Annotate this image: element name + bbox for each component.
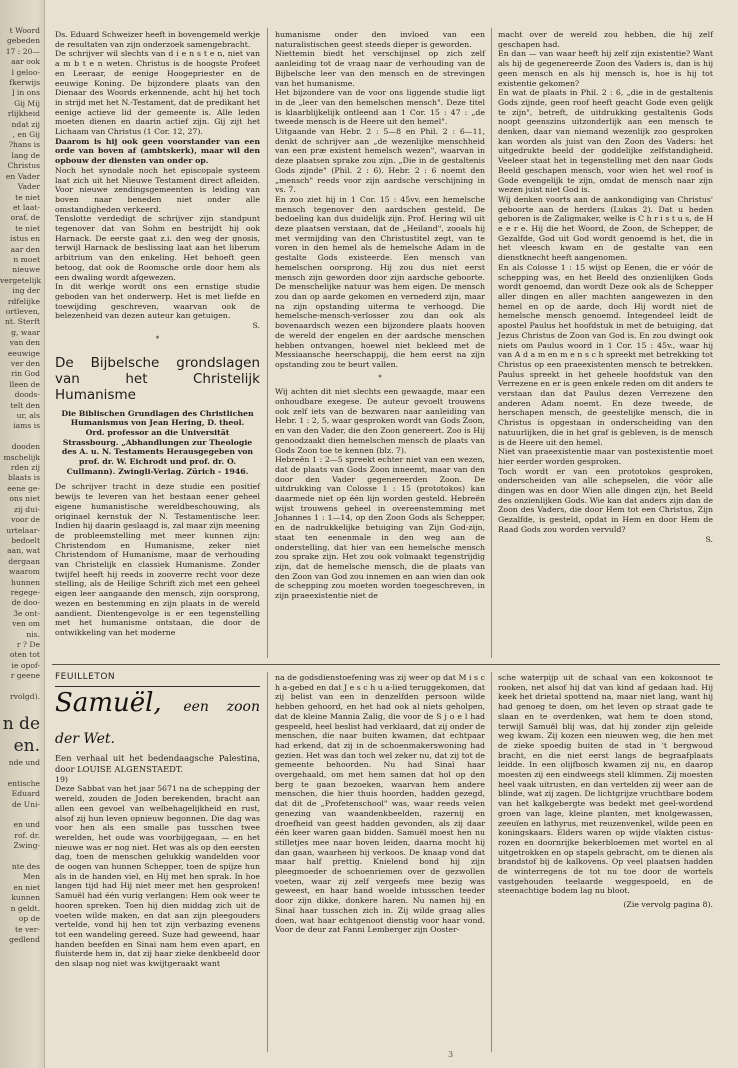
separator-star: * (155, 334, 160, 343)
cut-line: Christus (7, 161, 40, 171)
paragraph: Toch wordt er van een prototokos gesproken, onderscheiden van alle schepselen, die vóór alle dingen was en door Wien alle dingen zijn, het Beeld des onzienlijken Gods. Wie kan dat anders zijn dan de Zoon des Vaders, die door Hem tot een Christus, Zijn Gezalfde, is gesteld, opdat in Hem en door Hem de Raad Gods zou worden vervuld? (498, 466, 713, 534)
cut-line: l geloo- (11, 67, 40, 77)
cut-line (0, 432, 40, 442)
cut-line: Gij Mij (14, 98, 40, 108)
paragraph: Uitgaande van Hebr. 2 : 5—8 en Phil. 2 : 6—11, denkt de schrijver aan „de wezenlijke menschheid van een præ existent hemelsch wezen", waarvan in deze plaatsen sprake zou zijn. „Die in de gestaltenis Gods zijnde" (Phil. 2 : 6). Hebr. 2 : 6 noemt den „mensch" reeds voor zijn aardsche verschijning in vs. 7. (275, 127, 485, 195)
cut-line: t Woord (9, 26, 40, 35)
cut-line: ons niet (9, 494, 40, 504)
cut-line: ver den (10, 359, 40, 368)
cut-line: nde und (8, 758, 40, 767)
cut-line: van den (9, 338, 40, 348)
novel-title-main: Samuël, (55, 687, 162, 718)
paragraph: Wij denken voorts aan de aankondiging van Christus' geboorte aan de herders (Lukas 2). Dat u heden geboren is de Zaligmaker, welke is C h r i s t u s, de H e e r e. Hij die het Woord, de Zoon, de Schepper, de Gezalfde, God uit God wordt genoemd is het, die in het vleesch kwam en de gestalte van een dienstknecht heeft aangenomen. (498, 194, 713, 263)
paragraph: De schrijver tracht in deze studie een positief bewijs te leveren van het bestaan eener geheel eigene humanistische wereldbeschouwing, als originael kernstuk der N. Testamentische leer. Indien hij daarin geslaagd is, zal maar zijn meening de probleemstelling met meer kunnen zijn: Christendom en Humanisme, zeker niet Christendom of Humanisme, maar de verhouding van Christelijk en classiek Humanisme. Zonder twijfel heeft hij reeds in zooverre recht voor deze stelling, als de Heilige Schrift zich met een geheel eigen leer aangaande den mensch, zijn oorsprong, wezen en bestemming en zijn plaats in de wereld aandient. Dientengevolge is er een tegenstelling met het humanisme ontstaan, die door de ontwikkeling van het moderne (55, 482, 260, 637)
cut-heading-2: en. (13, 736, 40, 756)
cut-line (0, 852, 40, 862)
cut-line: rdfelijke (7, 296, 40, 306)
cut-line: op de (18, 914, 40, 924)
separator-star: * (378, 373, 382, 382)
cut-line: istus en (10, 234, 40, 244)
cut-line: de Uni- (11, 799, 40, 809)
feuilleton-label: FEUILLETON (55, 672, 116, 682)
cut-line: lang de (11, 150, 40, 160)
left-cut-column (0, 26, 40, 702)
cut-line (0, 768, 40, 778)
cut-line: waarom (9, 567, 40, 577)
cut-line: ] in ons (11, 88, 40, 98)
section-title: De Bijbelsche grondslagen van het Christelijk Humanisme (55, 354, 260, 403)
cut-line: aar ook (11, 57, 40, 67)
cut-line: rin God (11, 369, 40, 379)
paragraph: Tenslotte verdedigt de schrijver zijn standpunt tegenover dat van Sohm en bestrijdt hij ook Harnack. De eerste gaat z.i. den weg der gnosis, terwijl Harnack de beslissing laat aan het liberum arbitrium van den enkeling. Het behoeft geen betoog, dat ook de Roomsche orde door hem als een dwaling wordt afgewezen. (55, 214, 260, 282)
feuilleton-divider (52, 664, 720, 665)
cut-line: rof. dr. (14, 830, 40, 840)
cut-line: Eduard (11, 789, 40, 799)
cut-line: n moet (13, 254, 40, 264)
cut-line: te ver- (15, 924, 40, 934)
paragraph: En als Colosse 1 : 15 wijst op Eenen, die er vóór de schepping was, en het Beeld des onzienlijken Gods wordt genoemd, dan wordt Deze ook als de Schepper aller dingen en aller machten aangewezen in den hemel en op de aarde, doch Hij wordt niet de hemelsche mensch genoemd. Integendeel leidt de apostel Paulus het hoofdstuk in met de betuiging, dat Jezus Christus de Zoon van God is. En zou dwingt ook niets om Paulus woord in 1 Cor. 15 : 45v., waar hij van A d a m en m e n s c h spreekt met betrekking tot Christus op een praeexistenten mensch te betrekken. Paulus spreekt in het geheele hoofdstuk van den Verrezene en er is geen enkele reden om dit anders te verstaan dan dat Paulus dezen Verrezene den anderen Adam noemt. En deze tweede, de herschapen mensch, de geestelijke mensch, die in Christus is opgestaan in onderscheiding van den natuurlijken, die in het graf is gebleven, is de mensch is de Heere uit den hemel. (498, 262, 713, 447)
column-2 (275, 30, 485, 601)
cut-line: en Vader (5, 171, 40, 181)
cut-line: ?hans is (8, 140, 40, 150)
cut-line: nte des (11, 862, 40, 872)
paragraph: En zoo ziet hij in 1 Cor. 15 : 45vv. een hemelsche mensch tegenover den aardschen gesteld. De bedoeling kan dus duidelijk zijn. Prof. Hering wil uit deze plaatsen verstaan, dat de „Heiland", zooals hij met vermijding van den Christustitel zegt, van te voren in den hemel als de hemelsche Adam in de gestalte Gods existeerde. Een mensch van hemelschen oorsprong. Hij zou dus niet eerst mensch zijn geworden door zijn aardsche geboorte. De menschelijke natuur was hem eigen. De mensch zou dan op aarde gekomen en vernederd zijn, maar na zijn opstanding uiterma te verhoogd. Die hemelsche-mensch-verlosser zou dan ook als bovenaardsch wezen een bijzondere plaats hooven de wereld der engelen en der aardsche menschen hebben ontvangen, hoewel niet bekleed met de Messiaansche heerschappij, die hem eerst na zijn opstanding zou te beurt vallen. (275, 194, 485, 369)
cut-line: fkerwijs (9, 78, 40, 88)
cut-line: eene ge- (7, 483, 40, 493)
paragraph: Ds. Eduard Schweizer heeft in bovengemeld werkje de resultaten van zijn onderzoek samengebracht. (55, 30, 261, 49)
chapter-number: 19) (55, 774, 68, 784)
paragraph: Het bijzondere van de voor ons liggende studie ligt in de „leer van den hemelschen mensch". Deze titel is klaarblijkelijk ontleend aan 1 Cor. 15 : 47 : „de tweede mensch is de Heere uit den hemel". (275, 88, 485, 127)
cut-line: blaats is (7, 473, 40, 483)
cut-line: Vader (17, 182, 40, 192)
column-rule (491, 28, 492, 658)
cut-line: en niet (13, 882, 40, 892)
cut-line: ortleven, (5, 306, 40, 316)
cut-line: iams is (13, 421, 40, 431)
cut-line: et laat- (12, 202, 40, 212)
cut-line: , en Gij (12, 130, 40, 140)
paragraph: Hebreën 1 : 2—5 spreekt echter niet van een wezen, dat de plaats van Gods Zoon inneemt, maar van den door den Vader gegenereerden Zoon. De uitdrukking van Colosse 1 : 15 (prototokos) kan daarmede niet op één lijn worden gesteld. Hebreën wijst trouwens geheel in overeenstemming met Johannes 1 : 1—14, op den Zoon Gods als Schepper, en de nadrukkelijke betuiging van Zijn God-zijn, staat ten eenenmale in den weg aan de onderstelling, dat hier van een hemelsche mensch zou sprake zijn. Het zou ook volmaakt tegenstrijdig zijn, dat de hemelsche mensch, die de plaats van den Zoon van God zou innemen en aan wien dan ook de schepping zou moeten worden toegeschreven, in zijn praeexistentie niet de (275, 455, 485, 601)
paragraph: Deze Sabbat van het jaar 5671 na de schepping der wereld, zouden de Joden berekenden, bracht aan allen een gevoel van welbehagelijkheid en rust, alsof zij hun leven opnieuw begonnen. Die dag was voor hen als een smalle pas tusschen twee werelden, het oude was voorbijgegaan, — en het nieuwe was er nog niet. Het was als op den eersten dag, toen de menschen gelukkig wandelden voor de oogen van hunnen Schepper, toen de spijze hun als in de handen viel, en Hij met hen sprak. In hoe langen tijd had Hij niet meer met hen gesproken! Samuël had één vurig verlangen: Hem ook weer te hooren spreken. Toen hij dien middag zich uit de voeten wilde maken, en dat aan zijn pleegouders vertelde, vond hij hen tot zijn verbazing evenens tot een wandeling gereed. Suze had geweend, haar handen beefden en Sinai nam hem even apart, en fluisterde hem in, dat zij haar zieke denkbeeld door den slaap nog niet was kwijtgeraakt want (55, 784, 260, 969)
cut-line: zij dui- (14, 504, 40, 514)
cut-line: urtelaar- (6, 525, 40, 535)
paragraph: En dan — van waar heeft hij zelf zijn existentie? Want als hij de gegenereerde Zoon des Vaders is, dan is hij geen mensch en als hij mensch is, hoe is hij tot existentie gekomen? (498, 49, 713, 88)
paragraph: De schrijver wil slechts van d i e n s t e n, niet van a m b t e n weten. Christus is de hoogste Profeet en Leeraar, de eenige Hoogepriester en de eeuwige Koning. De bijzondere plaats van den Dienaar des Woords erkennende, acht hij het toch in strijd met het N.-Testament, dat de predikant het eenige actieve lid der gemeente is. Alle leden moeten dienen en daarin actief zijn. Gij zijt het Lichaam van Christus (1 Cor. 12, 27). (55, 49, 260, 137)
cut-line: regege- (10, 587, 40, 597)
feuilleton-column-3 (498, 673, 713, 910)
cut-line: te niet (15, 192, 40, 202)
continued-note: (Zie vervolg pagina 8). (623, 900, 713, 910)
paragraph: na de godsdienstoefening was zij weer op dat M i s c h a-gebed en dat J e s c h u a-lied teruggekomen, dat zij belist van een in denzelfden persoon wilde hebben gehoord, en het had ook al niets geholpen, dat de kleine Mannia Zalig, die voor de S j o e l had gespeeld, heel beslist had verklaard, dat zij onder de menschen, die naar buiten kwamen, dat echtpaar had erkend, dat zij in de schoenmakerswoning had gezien. Het was dan toch wel zeker nu, dat zij tot de gemeente behoorden. Nu had Sinaï haar overgehaald, om met hem samen dat hol op den berg te gaan bezoeken, waarvan hem andere menschen, die hier thuis hoorden, hadden gezegd, dat dit de „Profetenschool" was, waar reeds velen genezing van waandenkbeelden, razernij en droefheid van geest hadden gevonden, als zij daar één keer waren gaan bidden. Samuël moest hen nu stilletjes mee naar boven leiden, daarna mocht hij dan gaan, waarheen hij verkoos. De knaap vond dat maar half prettig. Knielend bond hij zijn pleegmoeder de schoenriemen over de gezwollen voeten, waar zij zelf vergeefs mee bezig was geweest, en haar hand woelde intusschen teeder door zijn dikke, donkere haren. Nu namen hij en Sinaï haar tusschen zich in. Zij wilde graag alles doen, wat haar echtgenoot dienstig voor haar vond. Voor de deur zat Fanni Lemberger zijn Ooster- (275, 673, 485, 935)
cut-line: oraf, de (10, 213, 40, 223)
cut-line: bedoelt (11, 535, 40, 545)
cut-line: voor de (11, 515, 40, 525)
cut-line: eeuwige (7, 348, 40, 358)
signature: S. (252, 321, 260, 331)
cut-line: nis. (26, 629, 40, 639)
cut-line: dergaan (8, 556, 40, 566)
cut-line: ie opof- (11, 660, 40, 670)
novel-subtitle: Een verhaal uit het bedendaagsche Palestina, door LOUISE ALGENSTAEDT. (55, 752, 260, 774)
paragraph: macht over de wereld zou hebben, die hij zelf geschapen had. (498, 30, 713, 49)
column-rule (491, 672, 492, 1052)
paragraph: Noch het synodale noch het episcopale systeem laat zich uit het Nieuwe Testament direct afleiden. Voor nieuwe zendingsgemeenten is leiding van boven naar beneden niet onder alle omstandigheden verkeerd. (55, 165, 260, 214)
paragraph: Wij achten dit niet slechts een gewaagde, maar een onhoudbare exegese. De auteur gevoelt trouwens ook zelf iets van de bezwaren naar aanleiding van Hebr. 1 : 2, 5, waar gesproken wordt van Gods Zoon, en van den Vader, die den Zoon genereert. Zoo is Hij genoodzaakt dien hemelschen mensch de plaats van Gods Zoon toe te kennen (blz. 7). (275, 387, 485, 455)
cut-line: Zwing- (13, 841, 40, 851)
cut-line: g, waar (11, 327, 40, 337)
cut-line (0, 682, 40, 692)
paragraph: humanisme onder den invloed van een naturalistischen geest steeds dieper is geworden. (275, 30, 485, 49)
cut-line: aan, wat (7, 546, 40, 556)
feuilleton-column-1 (55, 673, 260, 969)
cut-line: en und (13, 820, 40, 830)
novel-title (55, 686, 260, 753)
cut-line: 17 : 20— (5, 46, 40, 56)
cut-line: oten tot (9, 650, 40, 660)
cut-line: rlijkheid (7, 109, 40, 119)
cut-line: rvolgd). (9, 692, 40, 701)
paragraph: Niettemin biedt het verschijnsel op zich zelf aanleiding tot de vraag naar de verhouding van de Bijbelsche leer van den mensch en de strevingen van het humanisme. (275, 49, 485, 88)
cut-line: rden zij (10, 463, 40, 473)
column-3 (498, 30, 713, 544)
cut-line: lleen de (9, 379, 40, 389)
novel-title-sub: een zoon der Wet. (55, 698, 260, 747)
cut-line: nt. Sterft (4, 317, 40, 327)
cut-line: nieuwe (12, 265, 40, 275)
cut-heading: n de (2, 714, 40, 734)
paragraph: In dit werkje wordt ons een ernstige studie geboden van het onderwerp. Het is met liefde en toewijding geschreven, waarvan ook de belezenheid van dezen auteur kan getuigen. (55, 282, 260, 321)
cut-line: ndat zij (11, 119, 40, 129)
paragraph: sche waterpijp uit de schaal van een kokosnoot te rooken, net alsof hij dat van kind af gedaan had. Hij keek het drietal spottend na, maar niet lang, want hij had genoeg te doen, om het leven op straat gade te slaan en te overdenken, wat hem te doen stond, terwijl Samuël blij was, dat hij zonder zijn geleide weg kwam. Zij kozen een nieuwen weg, die hen met de zieke spoedig buiten de stad in 't bergwoud bracht, en die niet eerst langs de begraafplaats leidde. In een olijfbosch kwamen zij nu, en daarop moesten zij een eindweegs stell klimmen. Zij moesten heel vaak uitrusten, en dan vertelden zij weer aan de blinde, wat zij zagen. De lichtgrijze vruchtbare bodem van het kalkgebergte was bedekt met geel-wordend groen van lage, kleine planten, met knolgewassen, zeeuïen en lathyrus, met reuzenvenkel, wilde peen en koningskaars. Elders waren op wijde vlakten cistus-rozen en doornrijke bekerbloemen met wortel en al uitgetrokken en op stapels gebracht, om te dienen als brandstof bij de kalkovens. Op veel plaatsen hadden de winterregens de tot nu toe door de wortels vastgehouden teelaarde weggespoeld, en de steenachtige bodem lag nu bloot. (498, 673, 713, 896)
cut-line: telt den (10, 400, 40, 410)
paragraph: En wat de plaats in Phil. 2 : 6, „die in de gestaltenis Gods zijnde, geen roof heeft geacht Gode even gelijk te zijn", betreft, de uitdrukking gestaltenis Gods noopt geenszins uitzonderlijk aan een mensch te denken, daar van niemand wezenlijk zoo gesproken kan worden als juist van den Zoon des Vaders: het uitgedrukte beeld der goddelijke zelfstandigheid. Veeleer staat het in tegenstelling met den naar Gods Beeld geschapen mensch, voor wien het wel roof is Gode evengelijk te zijn, omdat de mensch naar zijn wezen juist niet God is. (498, 88, 713, 195)
cut-line: r ? De (16, 639, 40, 649)
cut-line: de doo- (11, 598, 40, 608)
cut-line: n geldt. (10, 903, 40, 913)
paragraph: Niet van praeexistentie maar van postexistentie moet hier eerder worden gesproken. (498, 447, 713, 466)
column-rule (267, 672, 268, 1052)
page-number: 3 (448, 1050, 454, 1059)
cut-line: ven om (12, 619, 40, 629)
cut-line: 3e ont- (13, 608, 40, 618)
cut-line: mschelijk (3, 452, 40, 462)
cut-line: gedlend (9, 934, 40, 944)
cut-line: dooden (11, 442, 40, 452)
cut-line: entische (7, 778, 40, 788)
cut-line: doods- (14, 390, 40, 400)
cut-line: vergetelijk (0, 275, 42, 285)
left-cut-column-bottom (0, 712, 40, 945)
cut-line: te niet (15, 223, 40, 233)
cut-line: Men (22, 872, 40, 882)
cut-line: ing der (12, 286, 40, 296)
feuilleton-column-2 (275, 673, 485, 935)
cut-line: aar den (10, 244, 40, 254)
book-info: Die Biblischen Grundlagen des Christlichen Humanismus von Jean Hering, D. theol. Ord. professor an die Universität Strassbourg. „Abhandlungen zur Theologie des A. u. N. Testaments Herausgegeben von prof. dr. W. Eichrodt und prof. dr. O. Cullmann). Zwingli-Verlag. Zürich - 1946. (61, 408, 254, 476)
cut-line: r geene (10, 671, 40, 681)
cut-line: hunnen (11, 577, 40, 587)
bold-paragraph: Daarom is hij ook geen voorstander van een orde van boven af (ambtskerk), maar wil den opbouw der diensten van onder op. (55, 136, 260, 166)
cut-line (0, 810, 40, 820)
cut-line: gebeden (7, 36, 40, 46)
column-1 (55, 30, 260, 638)
signature: S. (705, 534, 713, 544)
cut-line: ur, als (16, 411, 40, 421)
cut-line: kunnen (11, 893, 40, 903)
column-rule (267, 28, 268, 658)
